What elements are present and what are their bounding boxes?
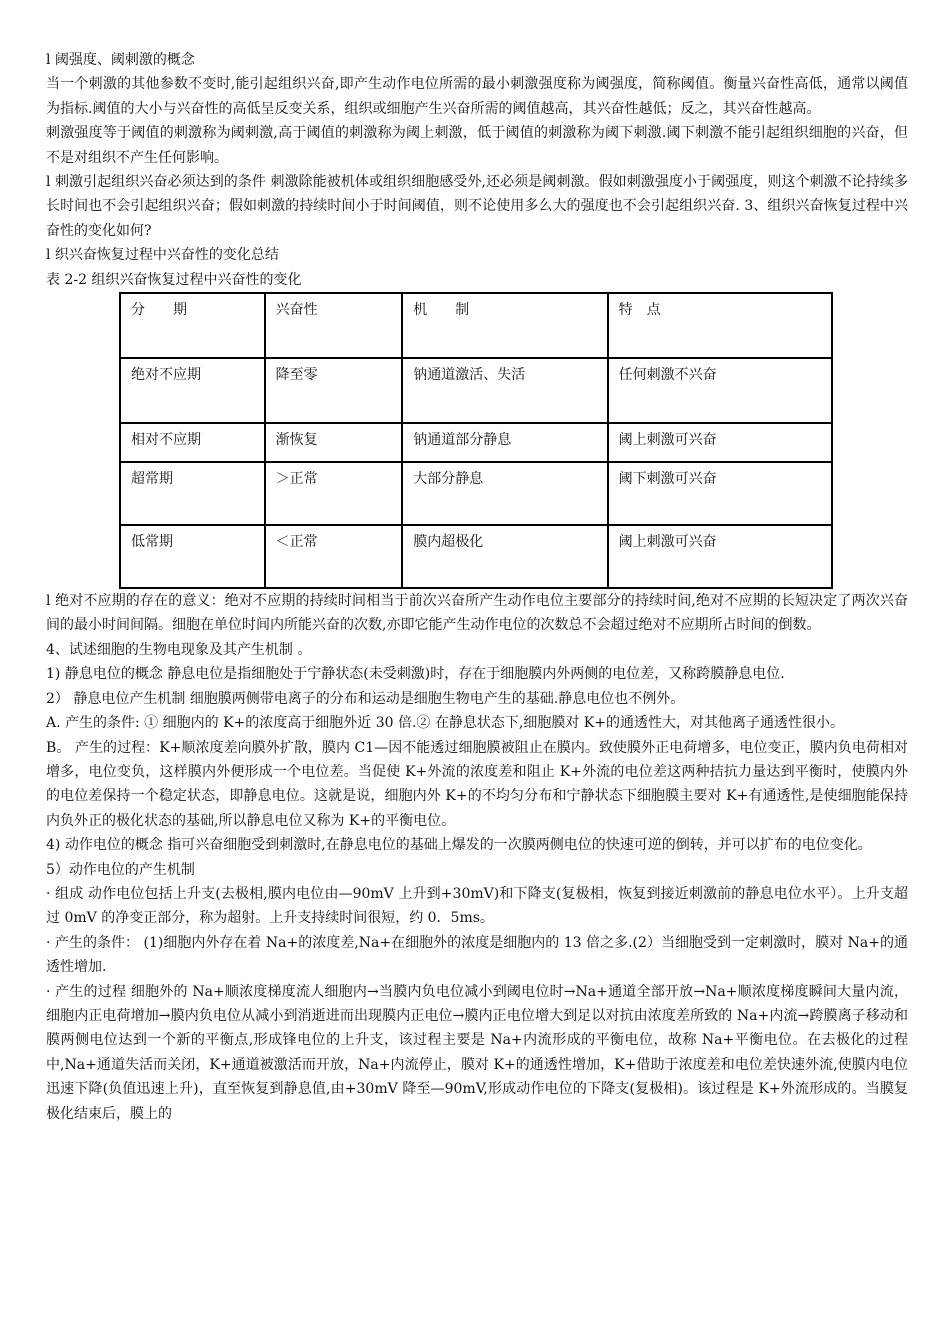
heading-action-potential-mechanism: 5）动作电位的产生机制 [46, 861, 195, 878]
paragraph-action-potential-concept: 4) 动作电位的概念 指可兴奋细胞受到刺激时,在静息电位的基础上爆发的一次膜两侧电位的快速可逆的倒转，并可以扩布的电位变化。 [46, 837, 872, 854]
table-cell: 低常期 [120, 525, 265, 588]
paragraph-resting-potential-concept: 1) 静息电位的概念 静息电位是指细胞处于宁静状态(未受刺激)时，存在于细胞膜内外两侧的电位差，又称跨膜静息电位. [46, 666, 785, 683]
table-cell: 大部分静息 [402, 462, 607, 525]
table-cell: 超常期 [120, 462, 265, 525]
table-wrapper [46, 292, 908, 589]
header-cell: 兴奋性 [265, 293, 403, 358]
table-row [120, 423, 832, 462]
paragraph-conditions: · 产生的条件： (1)细胞内外存在着 Na+的浓度差,Na+在细胞外的浓度是细胞内的 13 倍之多.(2）当细胞受到一定刺激时，膜对 Na+的通透性增加. [46, 934, 908, 976]
table-cell: 绝对不应期 [120, 358, 265, 423]
table-row [120, 525, 832, 588]
paragraph-composition: · 组成 动作电位包括上升支(去极相,膜内电位由—90mV 上升到+30mV)和下降支(复极相，恢复到接近刺激前的静息电位水平）。上升支超过 0mV 的净变正部分，称为超射。上升支持续时间很短，约 0．5ms。 [46, 885, 908, 927]
paragraph-threshold-definition: 当一个刺激的其他参数不变时,能引起组织兴奋,即产生动作电位所需的最小刺激强度称为阈强度，简称阈值。衡量兴奋性高低，通常以阈值为指标.阈值的大小与兴奋性的高低呈反变关系，组织或细胞产生兴奋所需的阈值越高，其兴奋性越低；反之，其兴奋性越高。 [46, 76, 908, 117]
heading-question-4: 4、试述细胞的生物电现象及其产生机制 。 [46, 641, 312, 658]
paragraph-excitation-conditions: l 刺激引起组织兴奋必须达到的条件 刺激除能被机体或组织细胞感受外,还必须是阈刺激。假如刺激强度小于阈强度，则这个刺激不论持续多长时间也不会引起组织兴奋；假如刺激的持续时间小于时间阈值，则不论使用多么大的强度也不会引起组织兴奋. 3、组织兴奋恢复过程中兴奋性的变化如何? [46, 174, 908, 239]
table-row [120, 358, 832, 423]
table-cell: 阈上刺激可兴奋 [608, 423, 832, 462]
header-cell: 分 期 [120, 293, 265, 358]
heading-threshold-concept: l 阈强度、阈刺激的概念 [46, 52, 195, 68]
header-cell: 特 点 [608, 293, 832, 358]
paragraph-absolute-refractory: l 绝对不应期的存在的意义：绝对不应期的持续时间相当于前次兴奋所产生动作电位主要部分的持续时间,绝对不应期的长短决定了两次兴奋间的最小时间间隔。细胞在单位时间内所能兴奋的次数,亦即它能产生动作电位的次数总不会超过绝对不应期所占时间的倒数。 [46, 593, 908, 634]
table-cell: 钠通道部分静息 [402, 423, 607, 462]
header-cell: 机 制 [402, 293, 607, 358]
table-cell: 降至零 [265, 358, 403, 423]
excitability-table [119, 292, 833, 589]
paragraph-process-b: B。 产生的过程：K+顺浓度差向膜外扩散，膜内 C1—因不能透过细胞膜被阻止在膜内。致使膜外正电荷增多，电位变正，膜内负电荷相对增多，电位变负，这样膜内外便形成一个电位差。当促使 K+外流的浓度差和阻止 K+外流的电位差这两种拮抗力量达到平衡时，使膜内外的电位差保持一个稳定状态，即静息电位。这就是说，细胞内外 K+的不均匀分布和宁静状态下细胞膜主要对 K+有通透性,是使细胞能保持内负外正的极化状态的基础,所以静息电位又称为 K+的平衡电位。 [46, 739, 908, 829]
paragraph-conditions-a: A. 产生的条件: ① 细胞内的 K+的浓度高于细胞外近 30 倍.② 在静息状态下,细胞膜对 K+的通透性大，对其他离子通透性很小。 [46, 715, 844, 732]
table-cell: 相对不应期 [120, 423, 265, 462]
table-header-row [120, 293, 832, 358]
document-page [46, 48, 908, 1126]
table-cell: ＞正常 [265, 462, 403, 525]
table-cell: 膜内超极化 [402, 525, 607, 588]
table-cell: 渐恢复 [265, 423, 403, 462]
paragraph-process: · 产生的过程 细胞外的 Na+顺浓度梯度流人细胞内→当膜内负电位减小到阈电位时→Na+通道全部开放→Na+顺浓度梯度瞬间大量内流，细胞内正电荷增加→膜内负电位从减小到消逝进而出现膜内正电位→膜内正电位增大到足以对抗由浓度差所致的 Na+内流→跨膜离子移动和膜两侧电位达到一个新的平衡点,形成锋电位的上升支，该过程主要是 Na+内流形成的平衡电位，故称 Na+平衡电位。在去极化的过程中,Na+通道失活而关闭，K+通道被激活而开放，Na+内流停止，膜对 K+的通透性增加，K+借助于浓度差和电位差快速外流,使膜内电位迅速下降(负值迅速上升)，直至恢复到静息值,由+30mV 降至—90mV,形成动作电位的下降支(复极相)。该过程是 K+外流形成的。当膜复极化结束后，膜上的 [46, 983, 908, 1122]
table-cell: 阈下刺激可兴奋 [608, 462, 832, 525]
table-cell: ＜正常 [265, 525, 403, 588]
heading-excitability-summary: l 织兴奋恢复过程中兴奋性的变化总结 [46, 247, 279, 264]
table-row [120, 462, 832, 525]
table-cell: 钠通道激活、失活 [402, 358, 607, 423]
paragraph-resting-potential-mechanism: 2） 静息电位产生机制 细胞膜两侧带电离子的分布和运动是细胞生物电产生的基础.静息电位也不例外。 [46, 690, 685, 707]
table-cell: 阈上刺激可兴奋 [608, 525, 832, 588]
paragraph-threshold-stimulus: 刺激强度等于阈值的刺激称为阈刺激,高于阈值的刺激称为阈上刺激，低于阈值的刺激称为阈下刺激.阈下刺激不能引起组织细胞的兴奋，但不是对组织不产生任何影响。 [46, 125, 908, 166]
table-caption: 表 2-2 组织兴奋恢复过程中兴奋性的变化 [46, 271, 302, 288]
table-cell: 任何刺激不兴奋 [608, 358, 832, 423]
